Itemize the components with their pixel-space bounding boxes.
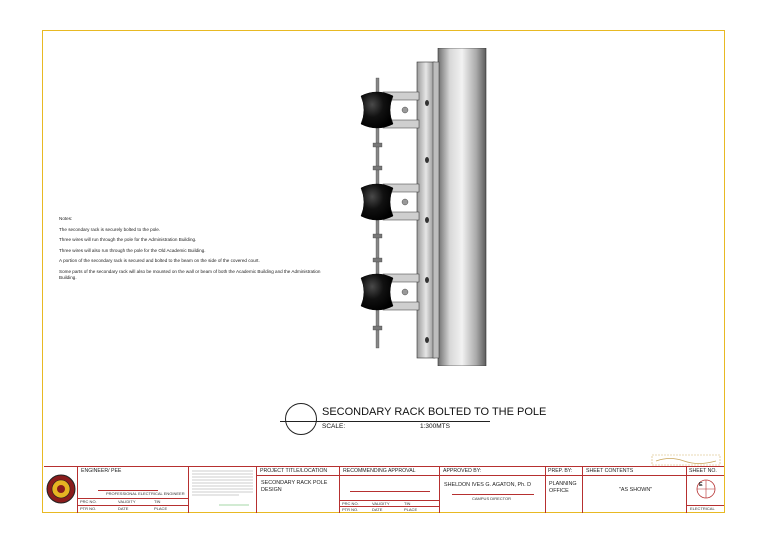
engineer-label: ENGINEER/ PEE xyxy=(81,468,122,474)
project-cell xyxy=(257,467,340,513)
drawing-title: SECONDARY RACK BOLTED TO THE POLE xyxy=(322,406,547,418)
approved-cell xyxy=(440,467,546,513)
prc-no-label: PRC NO. xyxy=(80,499,97,504)
stamp-graphic xyxy=(650,453,722,467)
note-item: Three wires will run through the pole for the Administration Building. xyxy=(59,237,197,242)
sheet-number-cell xyxy=(687,467,724,513)
note-item: Three wires will also run through the pole for the Old Academic Building. xyxy=(59,247,206,253)
row-divider xyxy=(257,475,340,476)
sheet-contents-label: SHEET CONTENTS xyxy=(586,468,634,474)
insulator-spool xyxy=(361,184,419,220)
validity-label: VALIDITY xyxy=(372,501,390,506)
logo-cell xyxy=(44,467,78,513)
row-divider xyxy=(583,475,687,476)
engineer-role: PROFESSIONAL ELECTRICAL ENGINEER xyxy=(106,491,185,496)
prepared-by-label: PREP. BY: xyxy=(548,468,573,474)
fine-print-graphic xyxy=(189,467,257,513)
fine-print-cell xyxy=(189,467,257,513)
note-item: The secondary rack is securely bolted to the pole. xyxy=(59,226,161,232)
engineer-cell xyxy=(78,467,189,513)
signature-line xyxy=(350,491,430,492)
secondary-rack-drawing xyxy=(345,48,495,366)
approved-label: APPROVED BY: xyxy=(443,468,482,474)
section-marker-circle xyxy=(285,403,317,435)
project-title: SECONDARY RACK POLE DESIGN xyxy=(261,480,328,493)
sheet-contents-cell xyxy=(583,467,687,513)
place-label: PLACE xyxy=(154,506,168,511)
sheet-contents-value: "AS SHOWN" xyxy=(619,487,653,493)
recommending-cell xyxy=(340,467,440,513)
project-label: PROJECT TITLE/LOCATION xyxy=(260,468,328,474)
note-item: Some parts of the secondary rack will also be mounted on the wall or beam of both the Academic Building and the Administration Building. xyxy=(59,268,321,280)
recommending-label: RECOMMENDING APPROVAL xyxy=(343,468,416,474)
tin-label: TIN xyxy=(154,499,161,504)
institution-seal-icon xyxy=(44,467,78,513)
sheet-number-value: E xyxy=(699,482,703,488)
prc-no-label: PRC NO. xyxy=(342,501,359,506)
row-divider xyxy=(546,475,583,476)
ptr-no-label: PTR NO. xyxy=(342,507,359,512)
prepared-by-cell xyxy=(546,467,583,513)
caption-underline xyxy=(280,421,490,422)
row-divider xyxy=(340,475,440,476)
signature-line xyxy=(452,494,534,495)
insulator-spool xyxy=(361,92,419,128)
notes-heading: Notes: xyxy=(59,216,73,221)
scale-label: SCALE: xyxy=(322,423,346,430)
title-block xyxy=(44,466,724,513)
note-item: A portion of the secondary rack is secured and bolted to the beam on the side of the covered court. xyxy=(59,258,260,263)
date-label: DATE xyxy=(118,506,129,511)
date-label: DATE xyxy=(372,507,383,512)
row-divider xyxy=(440,475,546,476)
insulator-spool xyxy=(361,274,419,310)
prepared-by-value: PLANNING OFFICE xyxy=(549,481,577,494)
notes-section xyxy=(59,216,334,285)
sheet-number-label: SHEET NO. xyxy=(689,468,717,474)
stamp-mark xyxy=(650,453,722,467)
scale-value: 1:300MTS xyxy=(420,423,450,430)
place-label: PLACE xyxy=(404,507,418,512)
discipline-label: ELECTRICAL xyxy=(690,506,715,511)
ptr-no-label: PTR NO. xyxy=(80,506,97,511)
tin-label: TIN xyxy=(404,501,411,506)
validity-label: VALIDITY xyxy=(118,499,136,504)
row-divider xyxy=(687,475,724,476)
approver-title: CAMPUS DIRECTOR xyxy=(472,496,512,501)
approver-name: SHELDON IVES G. AGATON, Ph. D xyxy=(444,482,531,488)
